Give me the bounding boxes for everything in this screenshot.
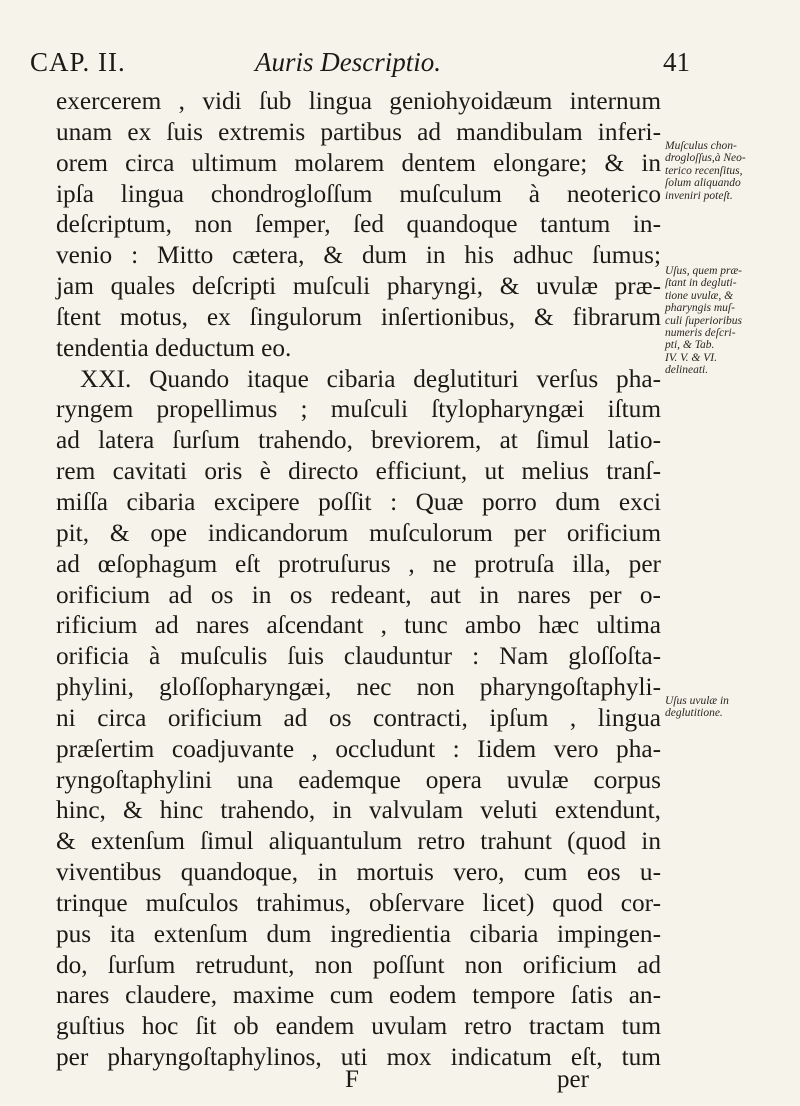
text-line: ni circa orificium ad os contracti, ipſum , lingua <box>56 703 661 732</box>
margin-note <box>665 140 797 202</box>
body-text <box>56 86 661 1073</box>
catchword: per <box>557 1066 589 1093</box>
text-line: ryngoſtaphylini una eademque opera uvulæ corpus <box>56 765 661 794</box>
margin-note-line: ſtant in degluti- <box>665 277 737 290</box>
chapter-label: CAP. II. <box>30 47 126 77</box>
text-line: trinque muſculos trahimus, obſervare licet) quod cor- <box>56 888 661 917</box>
text-line: nares claudere, maxime cum eodem tempore ſatis an- <box>56 981 661 1010</box>
text-line: guſtius hoc ſit ob eandem uvulam retro tractam tum <box>56 1012 661 1041</box>
margin-note-line: drogloſſus,à Neo- <box>665 152 746 165</box>
margin-note-line: culi ſuperioribus <box>665 314 742 327</box>
text-line: viventibus quandoque, in mortuis vero, cum eos u- <box>56 858 661 887</box>
text-line: ſtent motus, ex ſingulorum inſertionibus, & fibrarum <box>56 302 661 331</box>
margin-note-line: deglutitione. <box>665 707 723 720</box>
text-line: miſſa cibaria excipere poſſit : Quæ porro dum exci <box>56 487 661 516</box>
text-line: præſertim coadjuvante , occludunt : Iidem vero pha- <box>56 734 661 763</box>
margin-note-line: IV. V. & VI. <box>665 351 717 364</box>
margin-note-line: pti, & Tab. <box>665 339 715 352</box>
text-line: unam ex ſuis extremis partibus ad mandibulam inferi- <box>56 117 661 146</box>
text-line: ipſa lingua chondrogloſſum muſculum à neoterico <box>56 179 661 208</box>
text-line: per pharyngoſtaphylinos, uti mox indicatum eſt, tum <box>56 1043 661 1072</box>
text-line: ad œſophagum eſt protruſurus , ne protruſa illa, per <box>56 549 661 578</box>
margin-note-line: Uſus uvulæ in <box>665 695 729 707</box>
margin-note-line: pharyngis muſ- <box>665 302 735 315</box>
margin-note-line: inveniri poteſt. <box>665 189 733 202</box>
text-line: exercerem , vidi ſub lingua geniohyoidæum internum <box>56 87 661 115</box>
margin-note-line: tione uvulæ, & <box>665 289 734 302</box>
text-line: deſcriptum, non ſemper, ſed quandoque tantum in- <box>56 210 661 239</box>
text-line: hinc, & hinc trahendo, in valvulam veluti extendunt, <box>56 796 661 825</box>
running-title: Auris Descriptio. <box>255 47 441 77</box>
margin-note <box>665 695 797 720</box>
text-line: ad latera ſurſum trahendo, breviorem, at ſimul latio- <box>56 426 661 455</box>
text-line: orificia à muſculis ſuis clauduntur : Nam gloſſoſta- <box>56 642 661 671</box>
text-line: & extenſum ſimul aliquantulum retro trahunt (quod in <box>56 827 661 856</box>
text-line: venio : Mitto cætera, & dum in his adhuc ſumus; <box>56 241 661 270</box>
page-number: 41 <box>663 47 690 77</box>
text-line: tendentia deductum eo. <box>56 333 292 362</box>
text-line: XXI. Quando itaque cibaria deglutituri verſus pha- <box>80 364 661 393</box>
text-line: ryngem propellimus ; muſculi ſtylopharyngæi iſtum <box>56 395 661 424</box>
margin-note-line: Uſus, quem præ- <box>665 265 742 277</box>
text-line: pit, & ope indicandorum muſculorum per orificium <box>56 518 661 547</box>
margin-note-line: numeris deſcri- <box>665 327 736 340</box>
text-line: jam quales deſcripti muſculi pharyngi, & uvulæ præ- <box>56 272 661 301</box>
text-line: phylini, gloſſopharyngæi, nec non pharyngoſtaphyli- <box>56 673 661 702</box>
text-line: orificium ad os in os redeant, aut in nares per o- <box>56 580 661 609</box>
margin-note-line: terico recenſitus, <box>665 164 743 177</box>
margin-note-line: ſolum aliquando <box>665 177 741 190</box>
signature-mark: F <box>345 1066 359 1093</box>
text-line: rificium ad nares aſcendant , tunc ambo hæc ultima <box>56 611 661 640</box>
margin-note-line: Muſculus chon- <box>665 140 737 152</box>
text-line: orem circa ultimum molarem dentem elongare; & in <box>56 148 661 177</box>
running-header <box>30 42 690 82</box>
text-line: do, ſurſum retrudunt, non poſſunt non orificium ad <box>56 950 661 979</box>
margin-note-line: delineati. <box>665 364 709 377</box>
margin-note <box>665 265 797 377</box>
text-line: pus ita extenſum dum ingredientia cibaria impingen- <box>56 919 661 948</box>
text-line: rem cavitati oris è directo efficiunt, ut melius tranſ- <box>56 457 661 486</box>
